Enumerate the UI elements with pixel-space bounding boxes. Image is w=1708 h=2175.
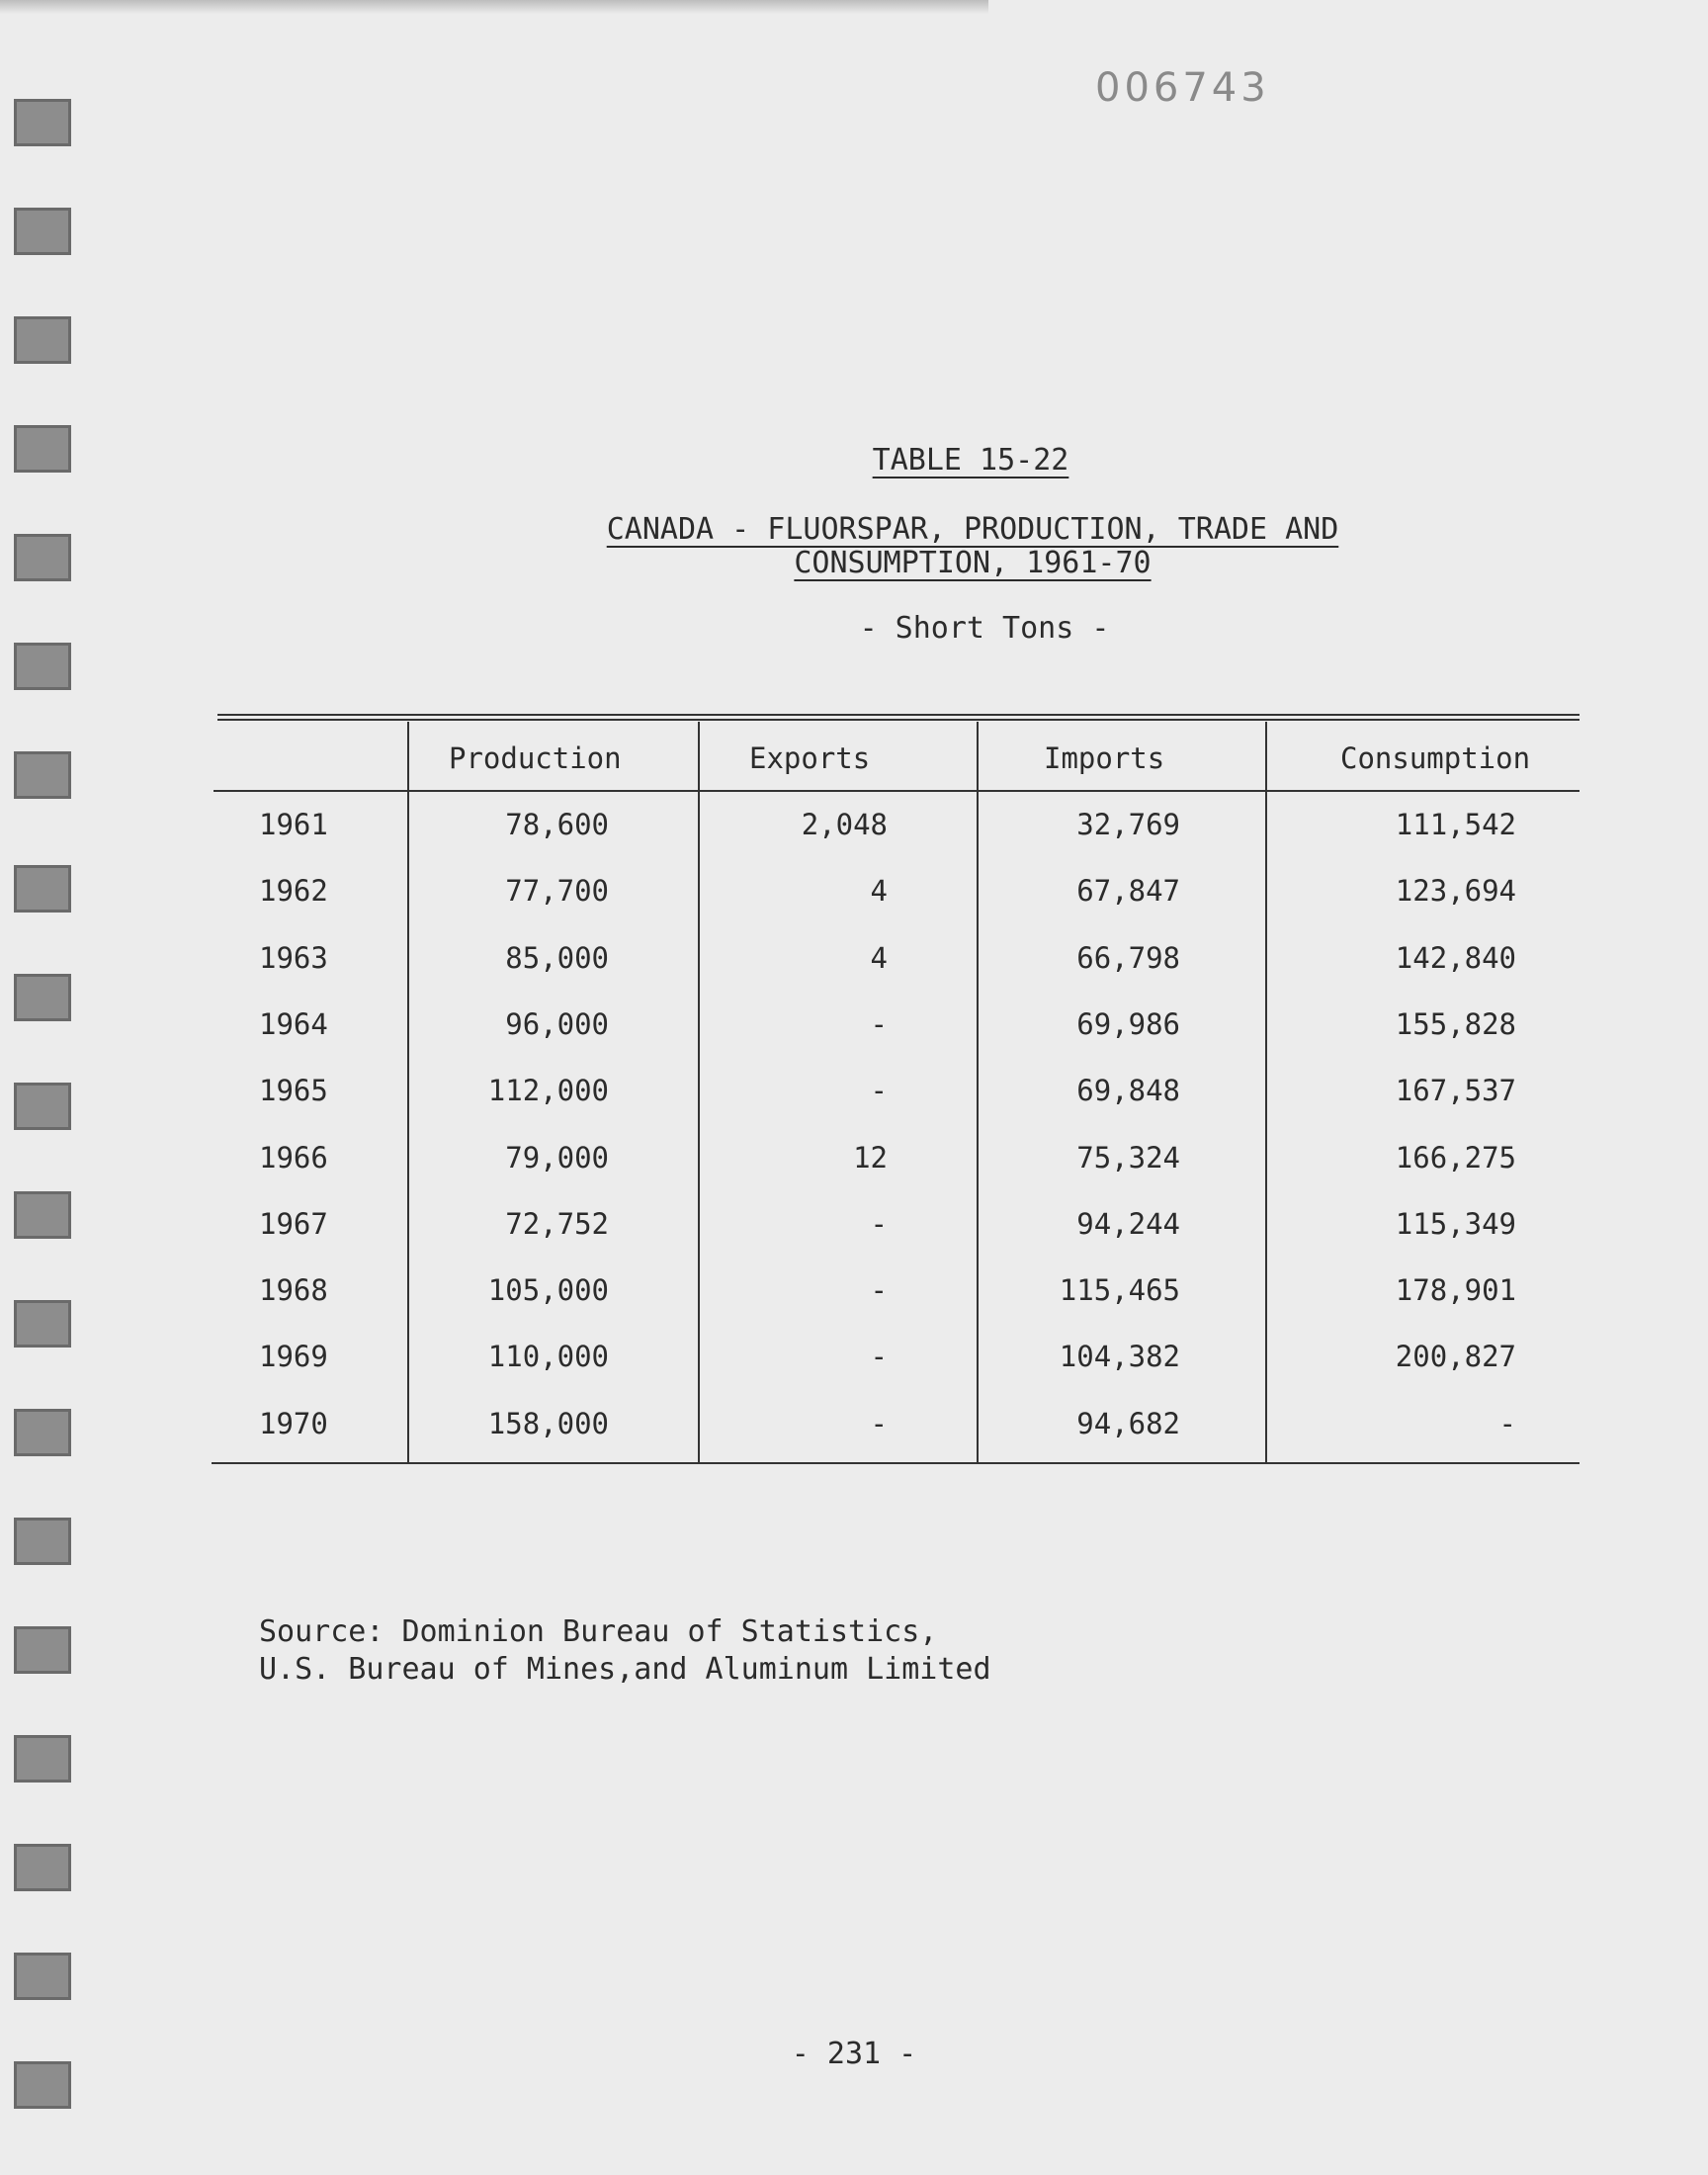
cell-consumption: 123,694 <box>1395 874 1516 909</box>
cell-production: 110,000 <box>487 1340 609 1374</box>
cell-year: 1966 <box>259 1140 328 1174</box>
column-header-imports: Imports <box>1044 741 1165 775</box>
cell-imports: 32,769 <box>1076 808 1180 841</box>
column-header-exports: Exports <box>749 741 871 775</box>
cell-consumption: 115,349 <box>1395 1206 1516 1241</box>
cell-imports: 75,324 <box>1076 1140 1180 1174</box>
cell-year: 1961 <box>259 808 328 841</box>
binding-hole <box>14 425 71 473</box>
cell-production: 112,000 <box>487 1074 609 1108</box>
cell-imports: 94,682 <box>1076 1406 1180 1440</box>
table-title-line2 <box>119 546 1708 580</box>
table-title-line2-text: CONSUMPTION, 1961-70 <box>794 546 1152 580</box>
page-fold <box>0 0 988 14</box>
cell-exports: - <box>870 1006 888 1041</box>
source-line: Source: Dominion Bureau of Statistics, <box>259 1614 938 1649</box>
cell-production: 72,752 <box>505 1206 609 1241</box>
binding-hole <box>14 1083 71 1130</box>
cell-imports: 104,382 <box>1059 1340 1180 1374</box>
binding-hole <box>14 751 71 799</box>
cell-production: 79,000 <box>505 1140 609 1174</box>
binding-hole <box>14 1409 71 1456</box>
source-line: U.S. Bureau of Mines,and Aluminum Limited <box>259 1652 991 1687</box>
cell-imports: 69,848 <box>1076 1074 1180 1108</box>
cell-exports: - <box>870 1273 888 1308</box>
cell-consumption: 111,542 <box>1395 808 1516 841</box>
binding-hole <box>14 1735 71 1783</box>
binding-hole <box>14 1191 71 1239</box>
cell-year: 1968 <box>259 1273 328 1308</box>
binding-hole <box>14 1953 71 2000</box>
cell-exports: - <box>870 1206 888 1241</box>
table-units: - Short Tons - <box>859 611 1110 646</box>
cell-production: 77,700 <box>505 874 609 909</box>
cell-exports: 12 <box>853 1140 888 1174</box>
table-number <box>117 443 1708 478</box>
cell-year: 1970 <box>259 1406 328 1440</box>
column-header-consumption: Consumption <box>1340 741 1531 775</box>
cell-exports: - <box>870 1340 888 1374</box>
cell-consumption: 200,827 <box>1395 1340 1516 1374</box>
document-id-stamp: 006743 <box>1095 65 1270 111</box>
cell-consumption: 142,840 <box>1395 940 1516 975</box>
data-table <box>212 714 1580 1465</box>
cell-year: 1965 <box>259 1074 328 1108</box>
cell-imports: 94,244 <box>1076 1206 1180 1241</box>
cell-imports: 67,847 <box>1076 874 1180 909</box>
binding-hole <box>14 316 71 364</box>
binding-hole <box>14 1518 71 1565</box>
source-note <box>259 1613 991 1689</box>
table-title-line1 <box>119 512 1708 547</box>
cell-production: 85,000 <box>505 940 609 975</box>
cell-consumption: 178,901 <box>1395 1273 1516 1308</box>
binding-hole <box>14 208 71 255</box>
binding-hole <box>14 534 71 581</box>
cell-exports: 4 <box>870 874 888 909</box>
cell-imports: 69,986 <box>1076 1006 1180 1041</box>
binding-hole <box>14 865 71 913</box>
cell-year: 1969 <box>259 1340 328 1374</box>
cell-imports: 115,465 <box>1059 1273 1180 1308</box>
cell-production: 105,000 <box>487 1273 609 1308</box>
binding-hole <box>14 99 71 146</box>
cell-year: 1967 <box>259 1206 328 1241</box>
binding-hole <box>14 974 71 1021</box>
cell-exports: - <box>870 1406 888 1440</box>
cell-year: 1962 <box>259 874 328 909</box>
cell-production: 96,000 <box>505 1006 609 1041</box>
table-title-line1-text: CANADA - FLUORSPAR, PRODUCTION, TRADE AND <box>606 512 1339 547</box>
binding-hole <box>14 1844 71 1891</box>
table-header-rule <box>214 790 1580 792</box>
cell-exports: - <box>870 1074 888 1108</box>
cell-year: 1963 <box>259 940 328 975</box>
cell-imports: 66,798 <box>1076 940 1180 975</box>
binding-hole <box>14 643 71 690</box>
cell-consumption: 155,828 <box>1395 1006 1516 1041</box>
cell-consumption: 166,275 <box>1395 1140 1516 1174</box>
cell-exports: 4 <box>870 940 888 975</box>
cell-consumption: 167,537 <box>1395 1074 1516 1108</box>
cell-production: 158,000 <box>487 1406 609 1440</box>
table-top-rule <box>217 714 1580 721</box>
cell-production: 78,600 <box>505 808 609 841</box>
column-header-production: Production <box>449 741 622 775</box>
cell-year: 1964 <box>259 1006 328 1041</box>
page-number: - 231 - <box>791 2037 917 2071</box>
binding-hole <box>14 1300 71 1348</box>
spiral-binding <box>10 99 71 2135</box>
cell-exports: 2,048 <box>801 808 888 841</box>
table-bottom-rule <box>212 1462 1580 1464</box>
binding-hole <box>14 1626 71 1674</box>
table-number-text: TABLE 15-22 <box>872 443 1069 478</box>
cell-consumption: - <box>1498 1406 1516 1440</box>
